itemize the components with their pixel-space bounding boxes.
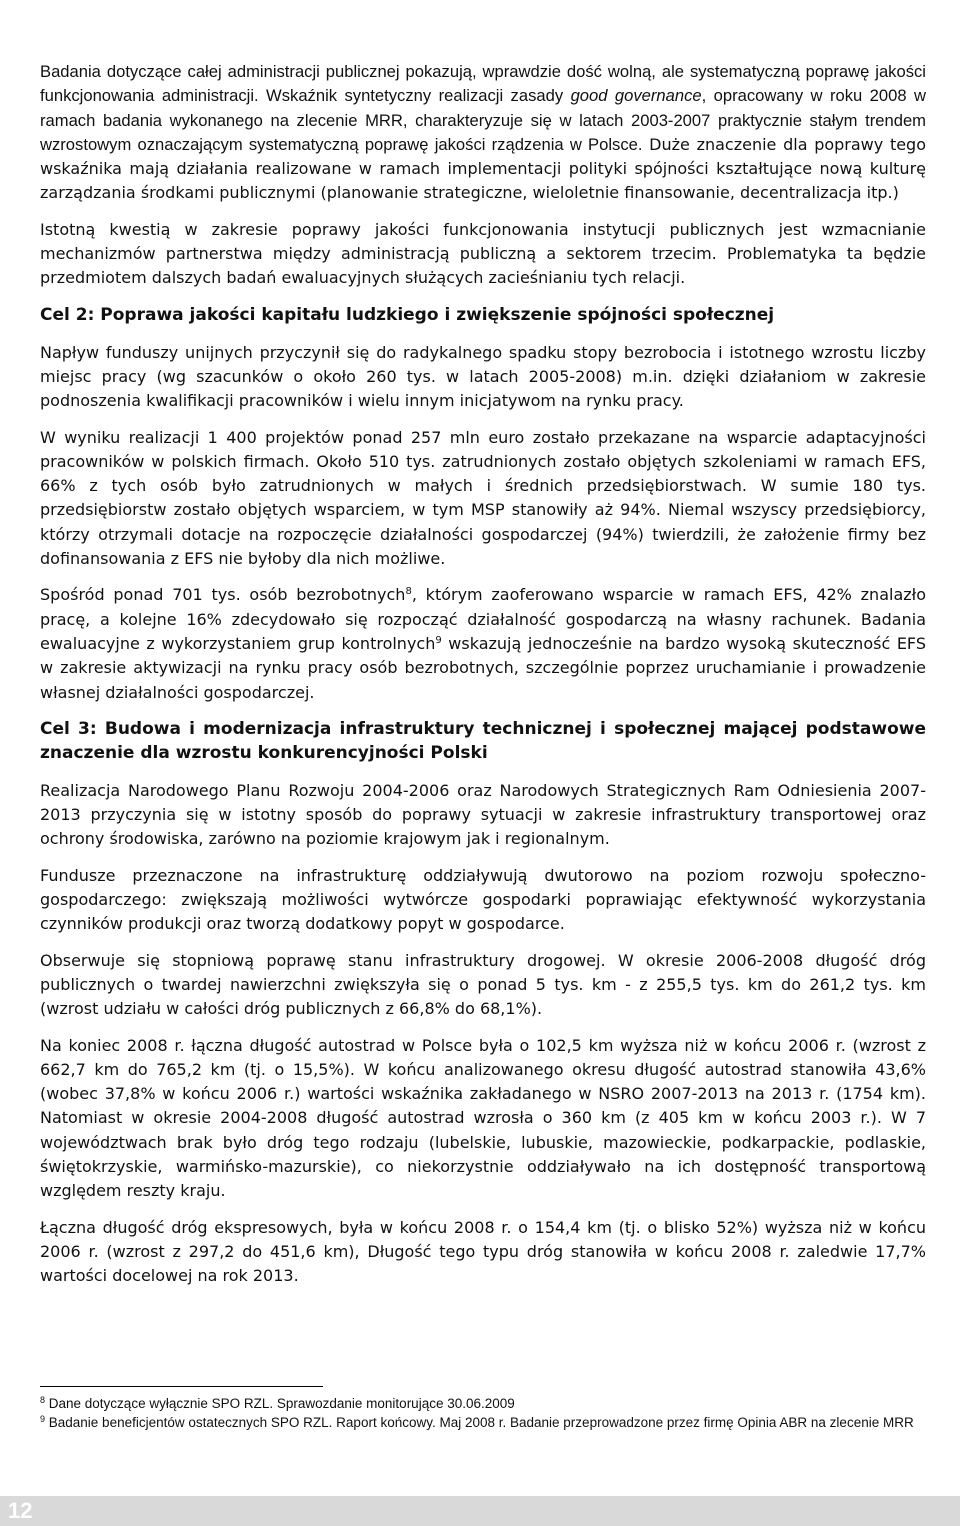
footnote-ref-9[interactable]: 9 <box>435 634 442 646</box>
footnote-text: Badanie beneficjentów ostatecznych SPO RZL. Raport końcowy. Maj 2008 r. Badanie przeprowadzone przez firmę Opinia ABR na zlecenie MRR <box>45 1415 914 1430</box>
footnote-ref-8[interactable]: 8 <box>405 586 412 598</box>
paragraph-motorways: Na koniec 2008 r. łączna długość autostrad w Polsce była o 102,5 km wyższa niż w końcu 2006 r. (wzrost z 662,7 km do 765,2 km (tj. o 15,5%). W końcu analizowanego okresu długość autostrad stanowiła 43,6% (wobec 37,8% w końcu 2006 r.) wartości wskaźnika zakładanego w NSRO 2007-2013 na 2013 r. (1754 km). Natomiast w okresie 2004-2008 długość autostrad wzrosła o 360 km (z 405 km w końcu 2003 r.). W 7 województwach brak było dróg tego rodzaju (lubelskie, lubuskie, mazowieckie, podkarpackie, podlaskie, świętokrzyskie, warmińsko-mazurskie), co niekorzystnie oddziaływało na ich dostępność transportową względem reszty kraju. <box>40 1035 926 1201</box>
paragraph-unemployed <box>40 583 926 704</box>
paragraph-text: Badania dotyczące całej administracji publicznej pokazują, wprawdzie dość wolną, ale systematyczną poprawę jakości funkcjonowania administracji. Wskaźnik syntetyczny realizacji zasady <box>40 62 926 106</box>
footnote-9 <box>40 1413 926 1432</box>
paragraph-expressways: Łączna długość dróg ekspresowych, była w końcu 2008 r. o 154,4 km (tj. o blisko 52%) wyższa niż w końcu 2006 r. (wzrost z 297,2 do 451,6 km), Długość tego typu dróg stanowiła w końcu 2008 r. zaledwie 17,7% wartości docelowej na rok 2013. <box>40 1217 926 1286</box>
footnote-number: 9 <box>40 1414 46 1424</box>
paragraph-partnership: Istotną kwestią w zakresie poprawy jakości funkcjonowania instytucji publicznych jest wzmacnianie mechanizmów partnerstwa między administracją publiczną a sektorem trzecim. Problematyka ta będzie przedmiotem dalszych badań ewaluacyjnych służących zacieśnianiu tych relacji. <box>40 219 926 288</box>
paragraph-roads: Obserwuje się stopniową poprawę stanu infrastruktury drogowej. W okresie 2006-2008 długość dróg publicznych o twardej nawierzchni zwiększyła się o ponad 5 tys. km - z 255,5 tys. km do 261,2 tys. km (wzrost udziału w całości dróg publicznych z 66,8% do 68,1%). <box>40 950 926 1019</box>
footnote-number: 8 <box>40 1395 46 1405</box>
paragraph-text: Spośród ponad 701 tys. osób bezrobotnych <box>40 585 406 605</box>
page-number: 12 <box>8 1498 33 1523</box>
page-body <box>40 60 926 1300</box>
paragraph-projects: W wyniku realizacji 1 400 projektów ponad 257 mln euro zostało przekazane na wsparcie adaptacyjności pracowników w polskich firmach. Około 510 tys. zatrudnionych zostało objętych szkoleniami w ramach EFS, 66% z tych osób było zatrudnionych w małych i średnich przedsiębiorstwach. W sumie 180 tys. przedsiębiorstw zostało objętych wsparciem, w tym MSP stanowiły aż 94%. Niemal wszyscy przedsiębiorcy, którzy otrzymali dotacje na rozpoczęcie działalności gospodarczej (94%) twierdzili, że założenie firmy bez dofinansowania z EFS nie byłoby dla nich możliwe. <box>40 427 926 569</box>
paragraph-text: , którym zaoferowano wsparcie w ramach EFS, 42% znalazło pracę, a kolejne 16% zdecydowało się rozpocząć działalność gospodarczą na własny rachunek. Badania ewaluacyjne z wykorzystaniem grup kontrolnych <box>40 585 926 653</box>
paragraph-eu-funds: Napływ funduszy unijnych przyczynił się do radykalnego spadku stopy bezrobocia i istotnego wzrostu liczby miejsc pracy (wg szacunków o około 260 tys. w latach 2005-2008) m.in. dzięki działaniom w zakresie podnoszenia kwalifikacji pracowników i wielu innym inicjatywom na rynku pracy. <box>40 342 926 411</box>
heading-cel-2: Cel 2: Poprawa jakości kapitału ludzkiego i zwiększenie spójności społecznej <box>40 304 775 325</box>
footnotes <box>40 1394 926 1432</box>
page-footer-band <box>0 1496 960 1526</box>
heading-cel-3: Cel 3: Budowa i modernizacja infrastruktury technicznej i społecznej mającej podstawowe znaczenie dla wzrostu konkurencyjności Polski <box>40 718 926 763</box>
emphasis-good-governance: good governance <box>570 86 702 106</box>
paragraph-infrastructure-funds: Fundusze przeznaczone na infrastrukturę oddziaływują dwutorowo na poziom rozwoju społeczno-gospodarczego: zwiększają możliwości wytwórcze gospodarki poprawiając efektywność wykorzystania czynników produkcji oraz tworzą dodatkowy popyt w gospodarce. <box>40 865 926 934</box>
paragraph-text: , opracowany w roku 2008 w ramach badania wykonanego na zlecenie MRR, charakteryzuje się w latach 2003-2007 praktycznie stałym trendem wzrostowym oznaczającym systematyczną poprawę jakości rządzenia w Polsce. <box>40 86 926 154</box>
paragraph-npr: Realizacja Narodowego Planu Rozwoju 2004-2006 oraz Narodowych Strategicznych Ram Odniesienia 2007-2013 przyczynia się w istotny sposób do poprawy sytuacji w zakresie infrastruktury transportowej oraz ochrony środowiska, zarówno na poziomie krajowym jak i regionalnym. <box>40 780 926 849</box>
paragraph-text: Duże znaczenie dla poprawy tego wskaźnika mają działania realizowane w ramach implementacji polityki spójności kształtujące nową kulturę zarządzania środkami publicznymi (planowanie strategiczne, wieloletnie finansowanie, decentralizacja itp.) <box>40 134 927 203</box>
footnote-text: Dane dotyczące wyłącznie SPO RZL. Sprawozdanie monitorujące 30.06.2009 <box>45 1396 515 1411</box>
paragraph-text: wskazują jednocześnie na bardzo wysoką skuteczność EFS w zakresie aktywizacji na rynku pracy osób bezrobotnych, szczególnie poprzez uruchamianie i prowadzenie własnej działalności gospodarczej. <box>40 633 927 702</box>
footnote-8 <box>40 1394 926 1413</box>
footnote-separator <box>40 1386 323 1387</box>
paragraph-good-governance <box>40 60 926 206</box>
